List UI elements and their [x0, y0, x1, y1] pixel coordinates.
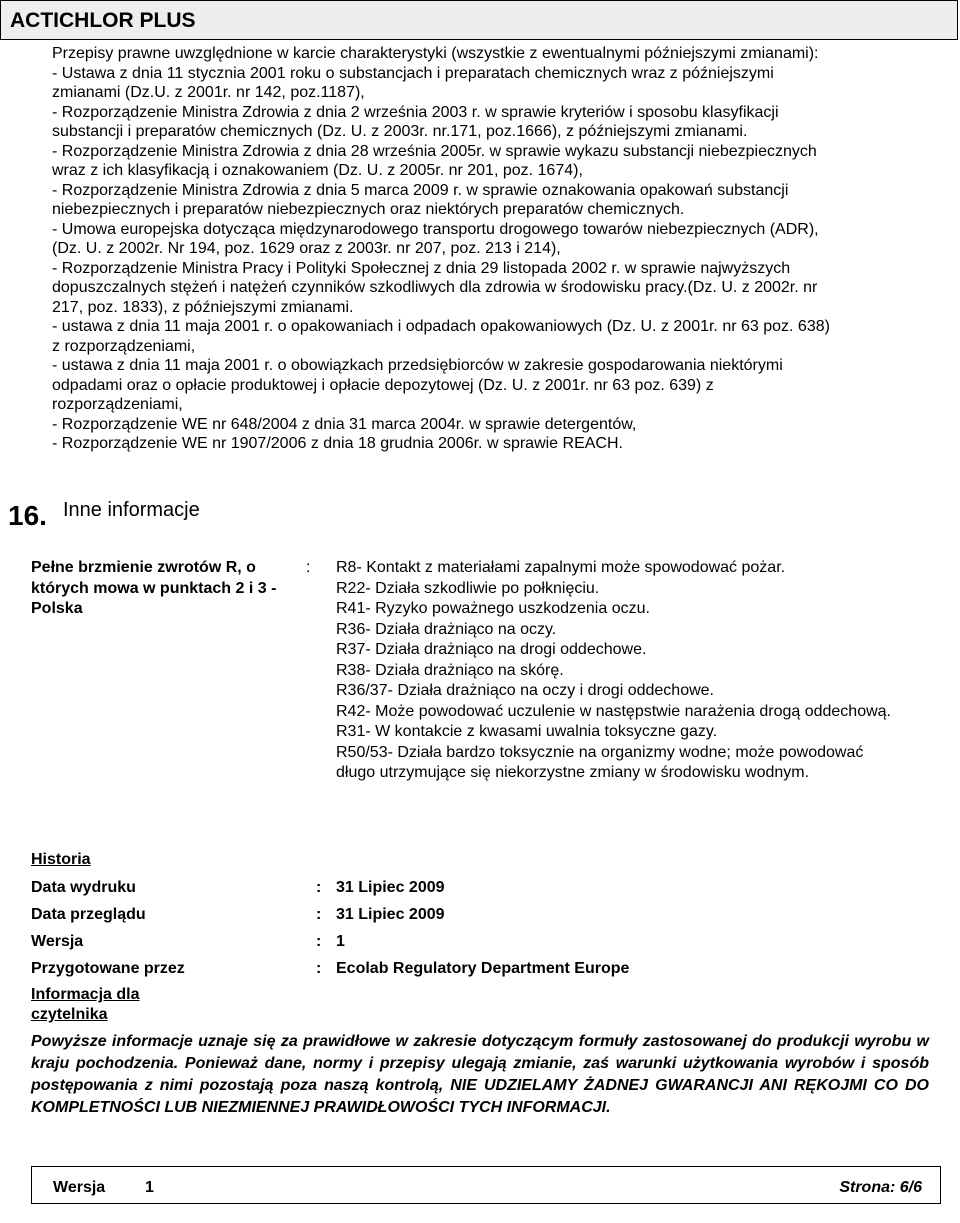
r-phrases-list [336, 558, 906, 784]
r-phrase-item: R41- Ryzyko poważnego uszkodzenia oczu. [336, 600, 650, 617]
r-phrase-item: R37- Działa drażniąco na drogi oddechowe. [336, 641, 647, 658]
footer-version-value: 1 [145, 1179, 154, 1196]
page-footer [31, 1166, 941, 1204]
history-colon: : [316, 879, 322, 896]
history-value: 31 Lipiec 2009 [336, 906, 445, 923]
regulation-line: 217, poz. 1833), z późniejszymi zmianami. [52, 298, 354, 316]
r-phrase-item: R36/37- Działa drażniąco na oczy i drogi oddechowe. [336, 682, 714, 699]
regulation-line: z rozporządzeniami, [52, 337, 196, 355]
section-number: 16. [8, 500, 47, 531]
history-value: 1 [336, 933, 345, 950]
history-colon: : [316, 960, 322, 977]
history-label: Data wydruku [31, 879, 136, 896]
regulations-list [52, 44, 942, 454]
history-colon: : [316, 933, 322, 950]
r-phrases-label: Pełne brzmienie zwrotów R, o których mowa w punktach 2 i 3 - Polska [31, 559, 277, 617]
reader-info-label: Informacja dla czytelnika [31, 986, 140, 1023]
history-value: Ecolab Regulatory Department Europe [336, 960, 630, 977]
regulation-line: niebezpiecznych i preparatów niebezpiecznych oraz niektórych preparatów chemicznych. [52, 201, 685, 218]
r-phrase-item: R8- Kontakt z materiałami zapalnymi może spowodować pożar. [336, 559, 786, 576]
document-title: ACTICHLOR PLUS [10, 9, 196, 32]
r-phrase-item: R38- Działa drażniąco na skórę. [336, 661, 564, 679]
history-value: 31 Lipiec 2009 [336, 879, 445, 896]
footer-page-number: Strona: 6/6 [839, 1179, 922, 1196]
regulation-line: - Rozporządzenie Ministra Zdrowia z dnia 5 marca 2009 r. w sprawie oznakowania opakowań substancji [52, 181, 789, 199]
regulation-line: - Rozporządzenie Ministra Pracy i Polityki Społecznej z dnia 29 listopada 2002 r. w sprawie najwyższych [52, 259, 791, 277]
regulation-line: (Dz. U. z 2002r. Nr 194, poz. 1629 oraz z 2003r. nr 207, poz. 213 i 214), [52, 240, 561, 257]
r-phrase-item: R42- Może powodować uczulenie w następstwie narażenia drogą oddechową. [336, 702, 891, 720]
history-label: Data przeglądu [31, 906, 146, 923]
regulation-line: dopuszczalnych stężeń i natężeń czynników szkodliwych dla zdrowia w środowisku pracy.(Dz. U. z 2002r. nr [52, 279, 818, 296]
footer-version-label: Wersja [53, 1179, 106, 1196]
r-phrase-item: R36- Działa drażniąco na oczy. [336, 620, 557, 638]
regulation-line: - Rozporządzenie WE nr 1907/2006 z dnia 18 grudnia 2006r. w sprawie REACH. [52, 435, 623, 452]
regulation-line: - Umowa europejska dotycząca międzynarodowego transportu drogowego towarów niebezpiecznych (ADR), [52, 220, 819, 238]
section-title: Inne informacje [63, 499, 200, 521]
r-phrase-item: R31- W kontakcie z kwasami uwalnia toksyczne gazy. [336, 723, 718, 740]
regulation-line: - Rozporządzenie WE nr 648/2004 z dnia 31 marca 2004r. w sprawie detergentów, [52, 415, 637, 433]
regulation-line: zmianami (Dz.U. z 2001r. nr 142, poz.1187), [52, 84, 365, 101]
history-heading: Historia [31, 851, 91, 868]
history-label: Wersja [31, 933, 84, 950]
regulation-line: - Rozporządzenie Ministra Zdrowia z dnia 2 września 2003 r. w sprawie kryteriów i sposobu klasyfikacji [52, 103, 779, 121]
history-label: Przygotowane przez [31, 960, 185, 977]
regulation-line: odpadami oraz o opłacie produktowej i opłacie depozytowej (Dz. U. z 2001r. nr 63 poz. 639) z [52, 376, 714, 394]
history-colon: : [316, 906, 322, 923]
header-bar [0, 0, 958, 40]
regulation-line: Przepisy prawne uwzględnione w karcie charakterystyki (wszystkie z ewentualnymi późniejszymi zmianami): [52, 45, 819, 62]
regulation-line: rozporządzeniami, [52, 396, 183, 413]
r-phrases-colon: : [306, 559, 311, 576]
regulation-line: - Ustawa z dnia 11 stycznia 2001 roku o substancjach i preparatach chemicznych wraz z późniejszymi [52, 64, 774, 82]
regulation-line: substancji i preparatów chemicznych (Dz. U. z 2003r. nr.171, poz.1666), z późniejszymi zmianami. [52, 123, 748, 140]
regulation-line: wraz z ich klasyfikacją i oznakowaniem (Dz. U. z 2005r. nr 201, poz. 1674), [52, 162, 583, 179]
regulation-line: - ustawa z dnia 11 maja 2001 r. o obowiązkach przedsiębiorców w zakresie gospodarowania niektórymi [52, 357, 783, 374]
r-phrase-item: R22- Działa szkodliwie po połknięciu. [336, 579, 600, 597]
disclaimer-text: Powyższe informacje uznaje się za prawidłowe w zakresie dotyczącym formuły zastosowanej do produkcji wyrobu w kraju pochodzenia. Ponieważ dane, normy i przepisy ulegają zmianie, zaś warunki użytkowania wyrobów i sposób postępowania z nimi pozostają poza naszą kontrolą, NIE UDZIELAMY ŻADNEJ GWARANCJI ANI RĘKOJMI CO DO KOMPLETNOŚCI LUB NIEZMIENNEJ PRAWIDŁOWOŚCI TYCH INFORMACJI. [31, 1033, 929, 1116]
regulation-line: - Rozporządzenie Ministra Zdrowia z dnia 28 września 2005r. w sprawie wykazu substancji niebezpiecznych [52, 142, 817, 160]
r-phrase-item: R50/53- Działa bardzo toksycznie na organizmy wodne; może powodować długo utrzymujące się niekorzystne zmiany w środowisku wodnym. [336, 743, 864, 781]
regulation-line: - ustawa z dnia 11 maja 2001 r. o opakowaniach i odpadach opakowaniowych (Dz. U. z 2001r. nr 63 poz. 638) [52, 318, 830, 335]
